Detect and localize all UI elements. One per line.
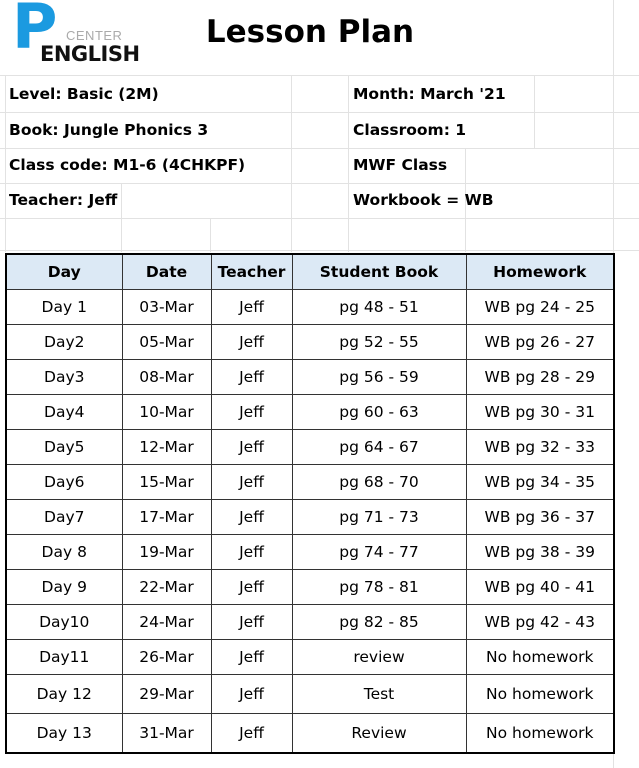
cell-day: Day2 (6, 325, 122, 360)
header-homework: Homework (466, 254, 614, 290)
cell-teacher: Jeff (211, 535, 292, 570)
teacher-info: Teacher: Jeff (9, 191, 118, 209)
cell-day: Day 13 (6, 714, 122, 754)
cell-date: 26-Mar (122, 640, 211, 675)
cell-student-book: pg 48 - 51 (292, 290, 466, 325)
cell-student-book: pg 52 - 55 (292, 325, 466, 360)
cell-teacher: Jeff (211, 675, 292, 714)
cell-homework: WB pg 38 - 39 (466, 535, 614, 570)
level-info: Level: Basic (2M) (9, 85, 159, 103)
center-english-logo (10, 0, 140, 70)
cell-teacher: Jeff (211, 360, 292, 395)
cell-homework: No homework (466, 640, 614, 675)
cell-student-book: Test (292, 675, 466, 714)
cell-student-book: pg 64 - 67 (292, 430, 466, 465)
cell-date: 03-Mar (122, 290, 211, 325)
cell-teacher: Jeff (211, 290, 292, 325)
cell-homework: WB pg 24 - 25 (466, 290, 614, 325)
table-row (6, 535, 614, 570)
cell-teacher: Jeff (211, 465, 292, 500)
table-row (6, 360, 614, 395)
cell-date: 22-Mar (122, 570, 211, 605)
cell-date: 17-Mar (122, 500, 211, 535)
table-row (6, 465, 614, 500)
class-days-info: MWF Class (353, 156, 448, 174)
cell-homework: WB pg 40 - 41 (466, 570, 614, 605)
book-info: Book: Jungle Phonics 3 (9, 121, 209, 139)
cell-day: Day5 (6, 430, 122, 465)
cell-teacher: Jeff (211, 430, 292, 465)
table-row (6, 325, 614, 360)
cell-homework: WB pg 28 - 29 (466, 360, 614, 395)
cell-student-book: pg 82 - 85 (292, 605, 466, 640)
cell-homework: No homework (466, 714, 614, 754)
cell-date: 12-Mar (122, 430, 211, 465)
table-row (6, 605, 614, 640)
cell-day: Day 1 (6, 290, 122, 325)
cell-student-book: pg 60 - 63 (292, 395, 466, 430)
cell-homework: No homework (466, 675, 614, 714)
table-header-row (6, 254, 614, 290)
logo-top-word: CENTER (66, 28, 123, 43)
cell-date: 10-Mar (122, 395, 211, 430)
cell-student-book: review (292, 640, 466, 675)
cell-date: 15-Mar (122, 465, 211, 500)
cell-day: Day3 (6, 360, 122, 395)
class-code-info: Class code: M1-6 (4CHKPF) (9, 156, 246, 174)
table-row (6, 714, 614, 754)
table-row (6, 290, 614, 325)
cell-date: 05-Mar (122, 325, 211, 360)
cell-day: Day 8 (6, 535, 122, 570)
cell-student-book: pg 68 - 70 (292, 465, 466, 500)
cell-homework: WB pg 32 - 33 (466, 430, 614, 465)
cell-homework: WB pg 26 - 27 (466, 325, 614, 360)
cell-day: Day 12 (6, 675, 122, 714)
cell-day: Day4 (6, 395, 122, 430)
table-row (6, 430, 614, 465)
table-row (6, 395, 614, 430)
table-row (6, 500, 614, 535)
cell-student-book: pg 56 - 59 (292, 360, 466, 395)
cell-student-book: pg 74 - 77 (292, 535, 466, 570)
table-row (6, 640, 614, 675)
cell-homework: WB pg 42 - 43 (466, 605, 614, 640)
cell-student-book: Review (292, 714, 466, 754)
cell-teacher: Jeff (211, 714, 292, 754)
table-row (6, 675, 614, 714)
cell-teacher: Jeff (211, 605, 292, 640)
cell-homework: WB pg 34 - 35 (466, 465, 614, 500)
cell-date: 29-Mar (122, 675, 211, 714)
cell-date: 24-Mar (122, 605, 211, 640)
month-info: Month: March '21 (353, 85, 506, 103)
cell-homework: WB pg 36 - 37 (466, 500, 614, 535)
page-title: Lesson Plan (205, 14, 415, 50)
cell-day: Day7 (6, 500, 122, 535)
cell-student-book: pg 78 - 81 (292, 570, 466, 605)
table-row (6, 570, 614, 605)
cell-teacher: Jeff (211, 570, 292, 605)
cell-date: 31-Mar (122, 714, 211, 754)
cell-student-book: pg 71 - 73 (292, 500, 466, 535)
header-day: Day (6, 254, 122, 290)
cell-day: Day11 (6, 640, 122, 675)
cell-teacher: Jeff (211, 640, 292, 675)
lesson-table (5, 253, 615, 754)
header-student-book: Student Book (292, 254, 466, 290)
cell-day: Day10 (6, 605, 122, 640)
cell-day: Day 9 (6, 570, 122, 605)
classroom-info: Classroom: 1 (353, 121, 467, 139)
cell-date: 08-Mar (122, 360, 211, 395)
cell-teacher: Jeff (211, 325, 292, 360)
cell-day: Day6 (6, 465, 122, 500)
workbook-info: Workbook = WB (353, 191, 494, 209)
cell-teacher: Jeff (211, 395, 292, 430)
cell-teacher: Jeff (211, 500, 292, 535)
header-teacher: Teacher (211, 254, 292, 290)
cell-date: 19-Mar (122, 535, 211, 570)
logo-letter: P (12, 0, 58, 63)
cell-homework: WB pg 30 - 31 (466, 395, 614, 430)
header-date: Date (122, 254, 211, 290)
logo-bottom-word: ENGLISH (40, 42, 140, 66)
